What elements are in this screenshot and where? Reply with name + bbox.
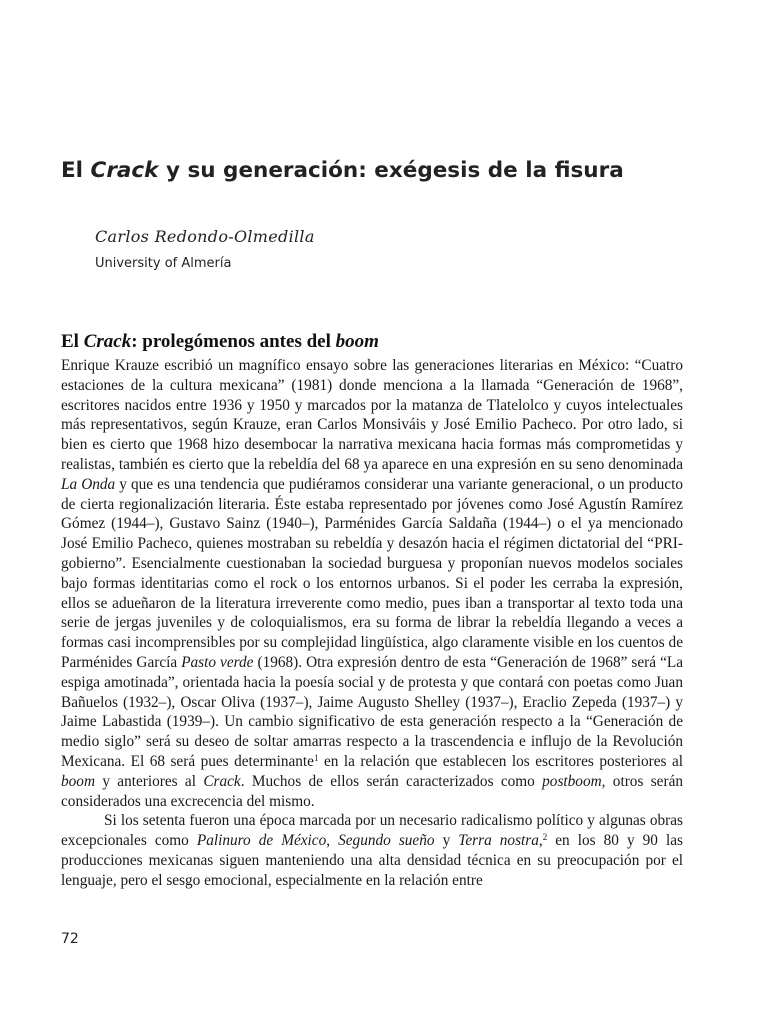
text-run: y que es una tendencia que pudiéramos considerar una variante generacional, o un producto de cierta regionalización literaria. Éste estaba representado por jóvenes como José Agustín Ramírez Gómez (1944–), Gustavo Sainz (1940–), Parménides García Saldaña (1944–) o el ya mencionado José Emilio Pacheco, quienes mostraban su rebeldía y desazón hacia el régimen dictatorial del “PRI-gobierno”. Esencialmente cuestionaban la sociedad burguesa y proponían nuevos modelos sociales bajo formas identitarias como el rock o los entornos urbanos. Si el poder les cerraba la expresión, ellos se adueñaron de la literatura irreverente como medio, pues iban a transportar al texto toda una serie de jergas juveniles y de coloquialismos, era su forma de librar la rebeldía llegando a veces a formas casi incomprensibles por su complejidad lingüística, algo claramente visible en los cuentos de Parménides García bbox=[61, 475, 683, 671]
heading-middle: : prolegómenos antes del bbox=[131, 331, 336, 352]
italic-run: Terra nostra bbox=[458, 832, 539, 850]
text-run: y bbox=[434, 832, 459, 850]
title-italic-crack: Crack bbox=[90, 158, 159, 183]
author-affiliation: University of Almería bbox=[95, 256, 232, 271]
paragraph-1 bbox=[61, 356, 683, 811]
italic-run: Crack bbox=[203, 772, 241, 790]
italic-run: postboom bbox=[542, 772, 602, 790]
text-run: (1968). Otra expresión dentro de esta “Generación de 1968” será “La espiga amotinada”, orientada hacia la poesía social y de protesta y que contará con poetas como Juan Bañuelos (1932–), Oscar Oliva (1937–), Jaime Augusto Shelley (1937–), Eraclio Zepeda (1937–) y Jaime Labastida (1939–). Un cambio significativo de esta generación respecto a la “Generación de medio siglo” será su deseo de soltar amarras respecto a la trascendencia e influjo de la Revolución Mexicana. El 68 será pues determinante bbox=[61, 653, 683, 770]
text-run: , otros serán considerados una excrecencia del mismo. bbox=[61, 772, 684, 810]
italic-run: Palinuro de México bbox=[196, 832, 327, 850]
body-text bbox=[61, 356, 683, 891]
footnote-ref-1[interactable]: 1 bbox=[313, 752, 319, 763]
italic-run: La Onda bbox=[61, 475, 116, 493]
text-run: Enrique Krauze escribió un magnífico ensayo sobre las generaciones literarias en México: “Cuatro estaciones de la cultura mexicana” (1981) donde menciona a la llamada “Generación de 1968”, escritores nacidos entre 1936 y 1950 y marcados por la matanza de Tlatelolco y cuyos intelectuales más representativos, según Krauze, eran Carlos Monsiváis y José Emilio Pacheco. Por otro lado, si bien es cierto que 1968 hizo desembocar la narrativa mexicana hacia formas más comprometidas y realistas, también es cierto que la rebeldía del 68 ya aparece en una expresión en su seno denominada bbox=[61, 357, 683, 473]
text-run: . Muchos de ellos serán caracterizados como bbox=[240, 772, 543, 790]
text-run: y anteriores al bbox=[95, 772, 204, 790]
section-heading bbox=[61, 331, 379, 353]
text-run: , bbox=[326, 832, 339, 850]
italic-run: boom bbox=[61, 772, 95, 790]
text-run: , bbox=[538, 832, 543, 850]
heading-italic-boom: boom bbox=[335, 331, 379, 352]
title-prefix: El bbox=[61, 158, 91, 183]
italic-run: Pasto verde bbox=[181, 653, 254, 671]
heading-prefix: El bbox=[61, 331, 84, 352]
heading-italic-crack: Crack bbox=[83, 331, 132, 352]
author-name: Carlos Redondo-Olmedilla bbox=[95, 227, 315, 246]
text-run: en los 80 y 90 las producciones mexicanas siguen manteniendo una alta densidad técnica en su preocupación por el lenguaje, pero el sesgo emocional, especialmente en la relación entre bbox=[61, 832, 683, 889]
footnote-ref-2[interactable]: 2 bbox=[542, 832, 548, 843]
text-run: Si los setenta fueron una época marcada por un necesario radicalismo político y algunas obras excepcionales como bbox=[61, 812, 683, 850]
paragraph-2 bbox=[61, 811, 683, 890]
text-run: en la relación que establecen los escritores posteriores al bbox=[318, 752, 683, 770]
page-number: 72 bbox=[61, 931, 79, 947]
title-suffix: y su generación: exégesis de la fisura bbox=[158, 158, 624, 183]
article-title bbox=[61, 158, 741, 183]
italic-run: Segundo sueño bbox=[338, 832, 435, 850]
